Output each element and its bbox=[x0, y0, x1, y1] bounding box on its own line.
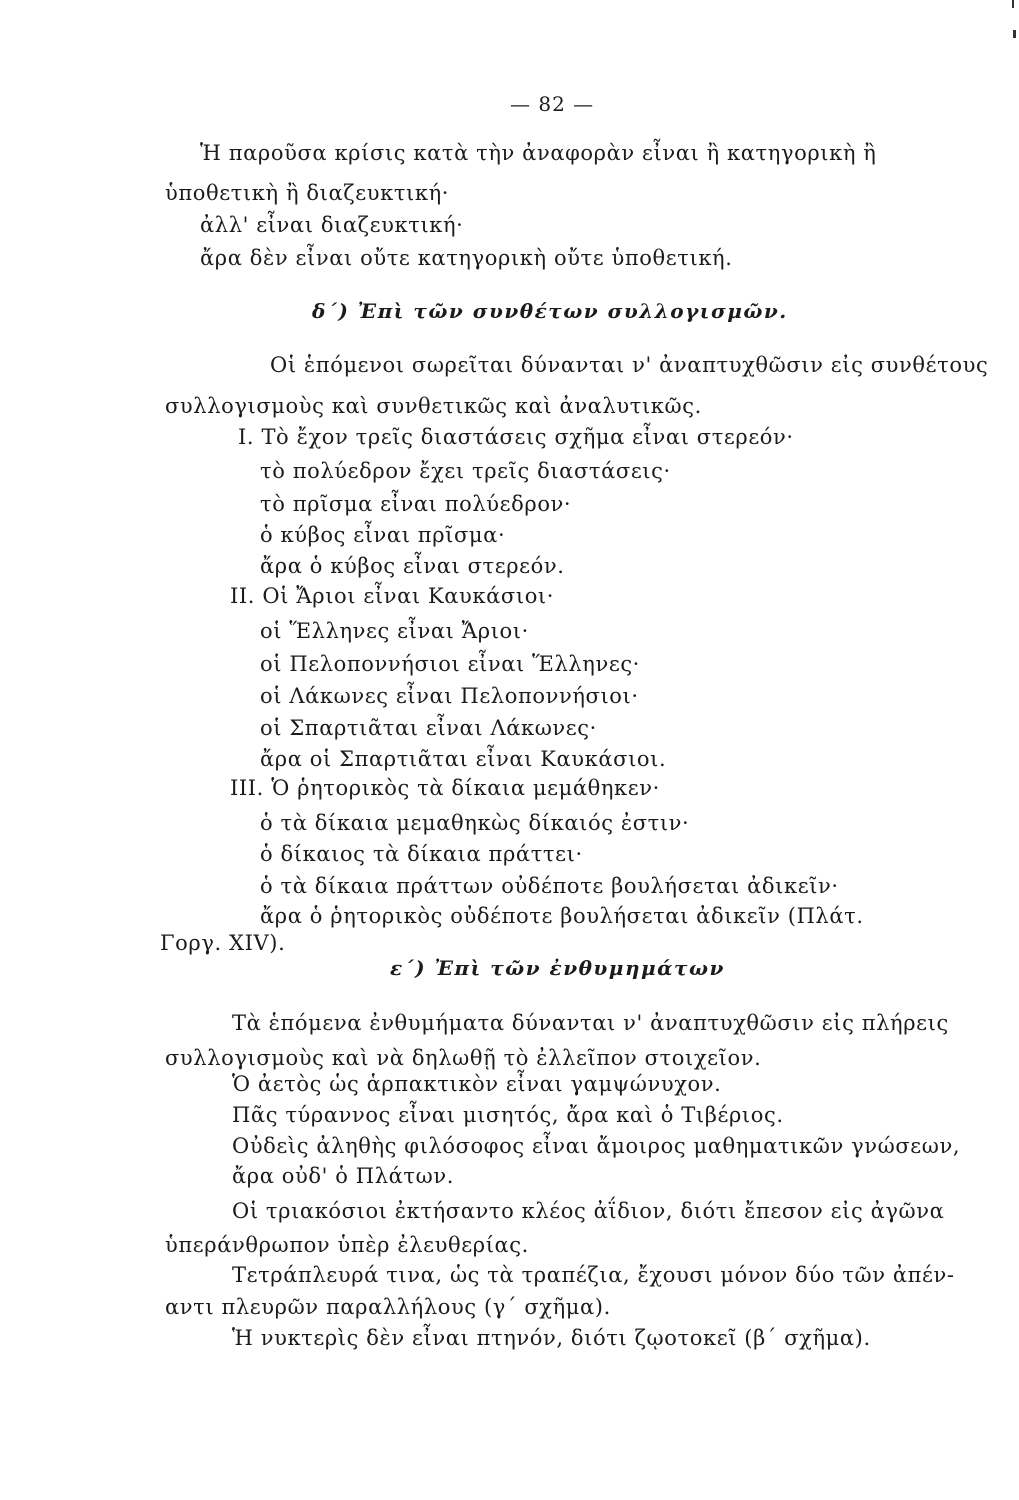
text-line: αντι πλευρῶν παραλλήλους (γ΄ σχῆμα). bbox=[165, 1295, 611, 1319]
text-line: Ἡ παροῦσα κρίσις κατὰ τὴν ἀναφορὰν εἶναι ἢ κατηγορικὴ ἢ bbox=[200, 141, 877, 165]
text-line: ὑποθετικὴ ἢ διαζευκτική· bbox=[165, 181, 450, 205]
example-line: ὁ κύβος εἶναι πρῖσμα· bbox=[260, 523, 506, 547]
text-line: συλλογισμοὺς καὶ συνθετικῶς καὶ ἀναλυτικῶς. bbox=[165, 394, 702, 418]
text-line: Οἱ ἑπόμενοι σωρεῖται δύνανται ν' ἀναπτυχθῶσιν εἰς συνθέτους bbox=[270, 353, 989, 377]
text-line: Πᾶς τύραννος εἶναι μισητός, ἄρα καὶ ὁ Τιβέριος. bbox=[232, 1103, 784, 1127]
example-line: τὸ πρῖσμα εἶναι πολύεδρον· bbox=[260, 492, 572, 516]
example-line: ὁ δίκαιος τὰ δίκαια πράττει· bbox=[260, 842, 583, 866]
example-line: ὁ τὰ δίκαια πράττων οὐδέποτε βουλήσεται ἀδικεῖν· bbox=[260, 874, 839, 898]
text-line: Οὐδεὶς ἀληθὴς φιλόσοφος εἶναι ἄμοιρος μαθηματικῶν γνώσεων, bbox=[232, 1134, 961, 1158]
section-heading: δ΄) Ἐπὶ τῶν συνθέτων συλλογισμῶν. bbox=[312, 299, 788, 323]
example-line: ἄρα ὁ κύβος εἶναι στερεόν. bbox=[260, 554, 565, 578]
example-line: ἄρα ὁ ῥητορικὸς οὐδέποτε βουλήσεται ἀδικεῖν (Πλάτ. bbox=[260, 904, 864, 928]
example-line: τὸ πολύεδρον ἔχει τρεῖς διαστάσεις· bbox=[260, 459, 671, 483]
example-line: οἱ Πελοποννήσιοι εἶναι Ἕλληνες· bbox=[260, 652, 640, 676]
text-line: Ἡ νυκτερὶς δὲν εἶναι πτηνόν, διότι ζῳοτοκεῖ (β΄ σχῆμα). bbox=[232, 1326, 871, 1350]
example-line: ἄρα οἱ Σπαρτιᾶται εἶναι Καυκάσιοι. bbox=[260, 747, 667, 771]
example-line: I. Τὸ ἔχον τρεῖς διαστάσεις σχῆμα εἶναι στερεόν· bbox=[238, 425, 794, 449]
scan-artifact bbox=[1012, 0, 1014, 8]
text-line: Ὁ ἀετὸς ὡς ἁρπακτικὸν εἶναι γαμψώνυχον. bbox=[232, 1072, 722, 1096]
example-line: οἱ Λάκωνες εἶναι Πελοποννήσιοι· bbox=[260, 684, 639, 708]
scan-artifact bbox=[1013, 30, 1016, 38]
text-line: Τετράπλευρά τινα, ὡς τὰ τραπέζια, ἔχουσι μόνον δύο τῶν ἀπέν- bbox=[232, 1263, 955, 1287]
example-line: οἱ Σπαρτιᾶται εἶναι Λάκωνες· bbox=[260, 716, 597, 740]
example-line: III. Ὁ ῥητορικὸς τὰ δίκαια μεμάθηκεν· bbox=[230, 776, 660, 800]
text-line: ἀλλ' εἶναι διαζευκτική· bbox=[200, 213, 464, 237]
example-line: Γοργ. XIV). bbox=[160, 931, 286, 955]
example-line: ὁ τὰ δίκαια μεμαθηκὼς δίκαιός ἐστιν· bbox=[260, 811, 690, 835]
text-line: ἄρα δὲν εἶναι οὔτε κατηγορικὴ οὔτε ὑποθετική. bbox=[200, 246, 733, 270]
text-line: συλλογισμοὺς καὶ νὰ δηλωθῇ τὸ ἐλλεῖπον στοιχεῖον. bbox=[165, 1046, 762, 1070]
text-line: ἄρα οὐδ' ὁ Πλάτων. bbox=[232, 1164, 454, 1188]
example-line: II. Οἱ Ἄριοι εἶναι Καυκάσιοι· bbox=[230, 584, 555, 608]
page-number: — 82 — bbox=[510, 92, 595, 116]
text-line: Οἱ τριακόσιοι ἐκτήσαντο κλέος ἀΐδιον, διότι ἔπεσον εἰς ἀγῶνα bbox=[232, 1199, 945, 1223]
text-line: Τὰ ἑπόμενα ἐνθυμήματα δύνανται ν' ἀναπτυχθῶσιν εἰς πλήρεις bbox=[232, 1011, 949, 1035]
section-heading: ε΄) Ἐπὶ τῶν ἐνθυμημάτων bbox=[390, 956, 725, 980]
text-line: ὑπεράνθρωπον ὑπὲρ ἐλευθερίας. bbox=[165, 1233, 529, 1257]
example-line: οἱ Ἕλληνες εἶναι Ἄριοι· bbox=[260, 619, 529, 643]
